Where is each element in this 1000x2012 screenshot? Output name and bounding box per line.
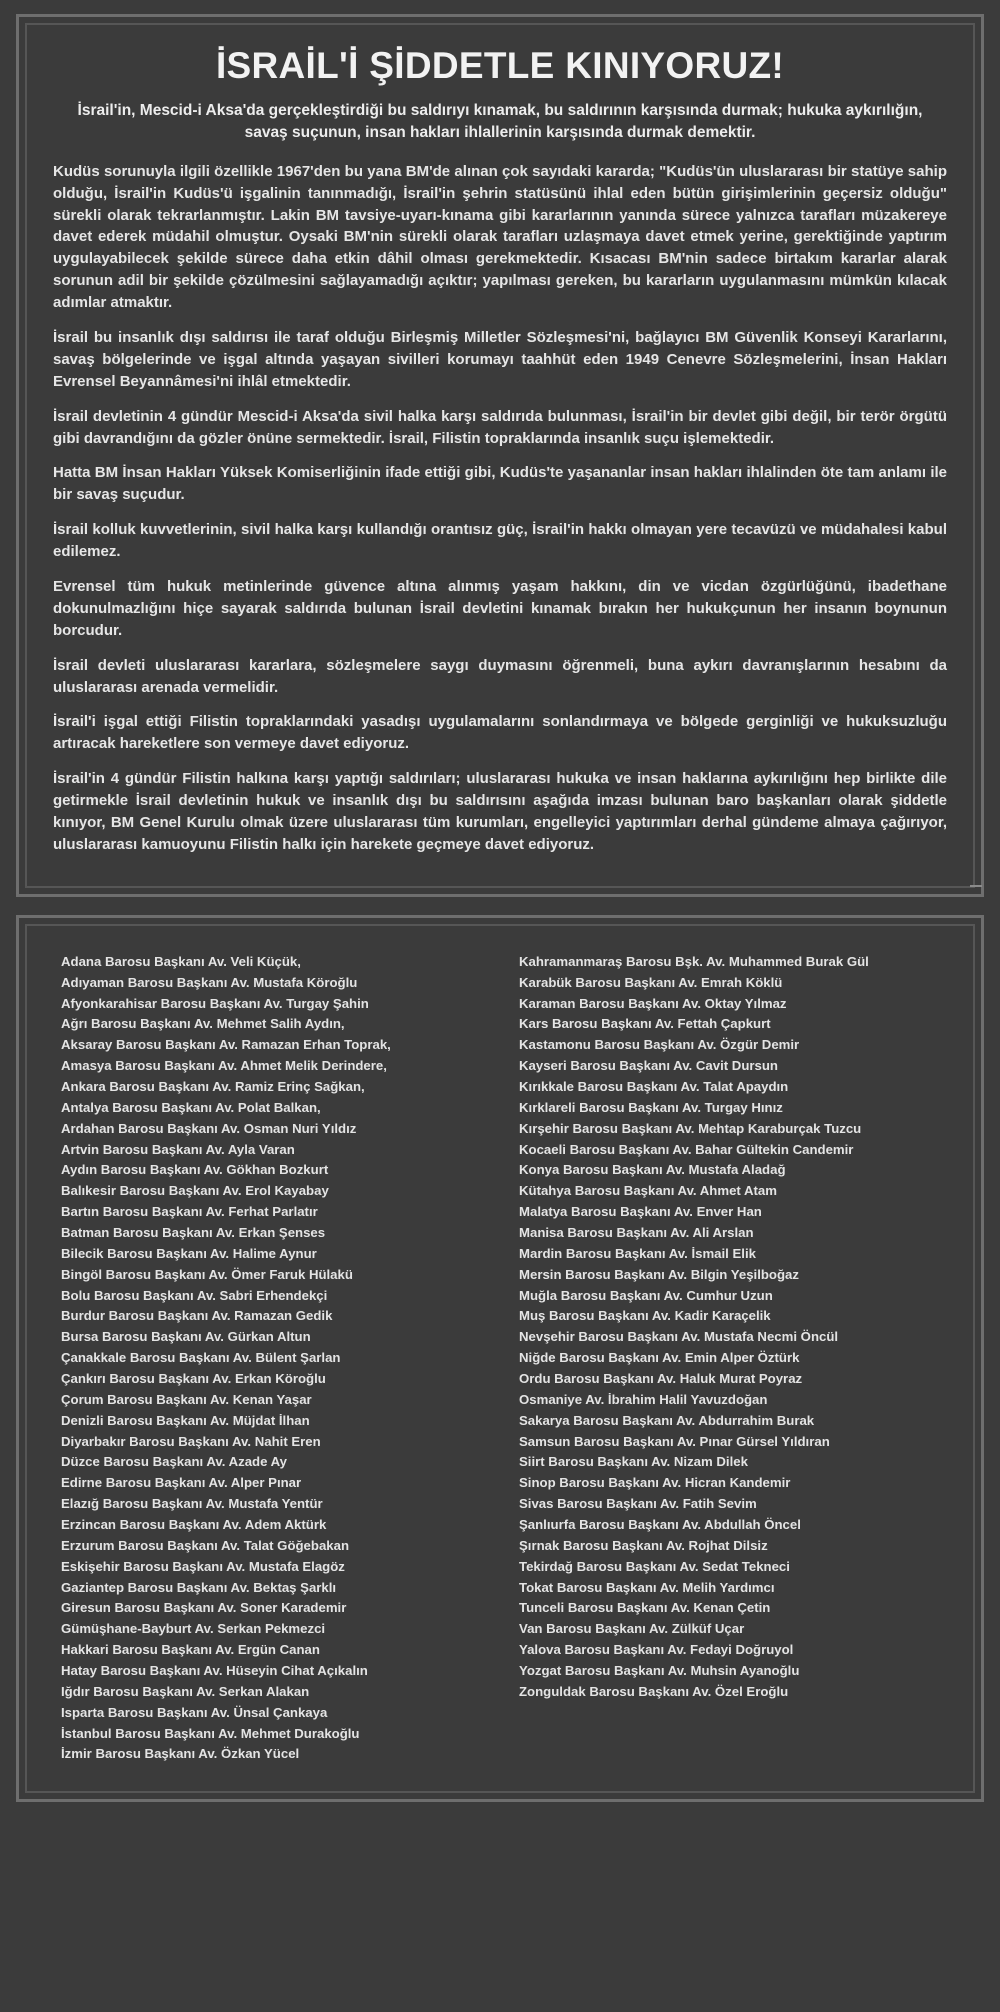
list-item: Ankara Barosu Başkanı Av. Ramiz Erinç Sağkan, (61, 1078, 365, 1094)
list-item: Mardin Barosu Başkanı Av. İsmail Elik (519, 1245, 756, 1261)
list-item: Kırşehir Barosu Başkanı Av. Mehtap Karaburçak Tuzcu (519, 1120, 862, 1136)
list-item: Çanakkale Barosu Başkanı Av. Bülent Şarlan (61, 1350, 341, 1366)
list-item: Malatya Barosu Başkanı Av. Enver Han (519, 1204, 762, 1220)
list-item: Iğdır Barosu Başkanı Av. Serkan Alakan (61, 1683, 310, 1699)
list-item: Ağrı Barosu Başkanı Av. Mehmet Salih Aydın, (61, 1016, 345, 1032)
list-item: İstanbul Barosu Başkanı Av. Mehmet Durakoğlu (61, 1725, 360, 1741)
list-item: Burdur Barosu Başkanı Av. Ramazan Gedik (61, 1308, 333, 1324)
list-item: Kayseri Barosu Başkanı Av. Cavit Dursun (519, 1058, 778, 1074)
list-item: Adıyaman Barosu Başkanı Av. Mustafa Köroğlu (61, 974, 358, 990)
list-item: Diyarbakır Barosu Başkanı Av. Nahit Eren (61, 1433, 321, 1449)
list-item: Bingöl Barosu Başkanı Av. Ömer Faruk Hülakü (61, 1266, 353, 1282)
list-item: Çankırı Barosu Başkanı Av. Erkan Köroğlu (61, 1371, 326, 1387)
list-item: Ardahan Barosu Başkanı Av. Osman Nuri Yıldız (61, 1120, 357, 1136)
statement-panel (16, 14, 984, 897)
list-item: Giresun Barosu Başkanı Av. Soner Karademir (61, 1600, 347, 1616)
list-item: Düzce Barosu Başkanı Av. Azade Ay (61, 1454, 287, 1470)
list-item: Bursa Barosu Başkanı Av. Gürkan Altun (61, 1329, 311, 1345)
signatories-columns (61, 952, 943, 1766)
list-item: Bolu Barosu Başkanı Av. Sabri Erhendekçi (61, 1287, 328, 1303)
list-item: Adana Barosu Başkanı Av. Veli Küçük, (61, 953, 301, 969)
list-item: İzmir Barosu Başkanı Av. Özkan Yücel (61, 1746, 300, 1762)
statement-paragraph: Kudüs sorunuyla ilgili özellikle 1967'den bu yana BM'de alınan çok sayıdaki kararda; "Kudüs'ün uluslararası bir statüye sahip olduğu, İsrail'in Kudüs'ü işgalinin tanınmadığı, İsrail'in şehrin statüsünü ihlal eden bütün girişimlerinin geçersiz olduğu" sürekli olarak tekrarlanmıştır. Lakin BM tavsiye-uyarı-kınama gibi kararlarının yanında sürece yalnızca tarafları müzakereye davet ederek müdahil olmuştur. Oysaki BM'nin sürekli olarak tarafları uzlaşmaya davet etmek yerine, gerektiğinde yaptırım uygulayabilecek şekilde sürece daha etkin dâhil olması gerekmektedir. Kısacası BM'nin sadece birtakım kararlar alarak sorunun adil bir şekilde çözülmesini sağlayamadığı açıktır; yapılması gereken, bu kararların uygulanmasını mümkün kılacak adımlar atmaktır. (53, 162, 947, 312)
list-item: Afyonkarahisar Barosu Başkanı Av. Turgay Şahin (61, 995, 369, 1011)
list-item: Batman Barosu Başkanı Av. Erkan Şenses (61, 1225, 326, 1240)
list-item: Manisa Barosu Başkanı Av. Ali Arslan (519, 1225, 754, 1240)
statement-panel-inner (25, 23, 975, 888)
list-item: Bartın Barosu Başkanı Av. Ferhat Parlatır (61, 1204, 318, 1220)
list-item: Van Barosu Başkanı Av. Zülküf Uçar (519, 1621, 745, 1637)
list-item: Edirne Barosu Başkanı Av. Alper Pınar (61, 1475, 302, 1491)
list-item: Kahramanmaraş Barosu Bşk. Av. Muhammed Burak Gül (519, 953, 869, 969)
list-item: Tunceli Barosu Başkanı Av. Kenan Çetin (519, 1600, 771, 1616)
list-item: Konya Barosu Başkanı Av. Mustafa Aladağ (519, 1162, 786, 1178)
statement-paragraph: İsrail bu insanlık dışı saldırısı ile taraf olduğu Birleşmiş Milletler Sözleşmesi'ni, bağlayıcı BM Güvenlik Konseyi Kararlarını, savaş bölgelerinde ve işgal altında yaşayan sivilleri korumayı taahhüt eden 1949 Cenevre Sözleşmelerini, İnsan Hakları Evrensel Beyannâmesi'ni ihlâl etmektedir. (53, 329, 947, 390)
list-item: Sakarya Barosu Başkanı Av. Abdurrahim Burak (519, 1412, 815, 1428)
list-item: Kars Barosu Başkanı Av. Fettah Çapkurt (519, 1016, 771, 1032)
list-item: Kastamonu Barosu Başkanı Av. Özgür Demir (519, 1037, 800, 1053)
list-item: Şırnak Barosu Başkanı Av. Rojhat Dilsiz (519, 1537, 768, 1553)
statement-paragraph: İsrail devletinin 4 gündür Mescid-i Aksa'da sivil halka karşı saldırıda bulunması, İsrail'in bir devlet gibi değil, bir terör örgütü gibi davrandığını da gözler önüne sermektedir. İsrail, Filistin topraklarında insanlık suçu işlemektedir. (53, 407, 947, 447)
list-item: Siirt Barosu Başkanı Av. Nizam Dilek (519, 1454, 748, 1470)
list-item: Elazığ Barosu Başkanı Av. Mustafa Yentür (61, 1496, 323, 1512)
signatories-panel-inner (25, 924, 975, 1794)
list-item: Muğla Barosu Başkanı Av. Cumhur Uzun (519, 1287, 773, 1303)
list-item: Aydın Barosu Başkanı Av. Gökhan Bozkurt (61, 1162, 329, 1178)
signatories-panel (16, 915, 984, 1803)
list-item: Isparta Barosu Başkanı Av. Ünsal Çankaya (61, 1704, 328, 1720)
signatories-column-left (61, 952, 485, 1766)
list-item: Çorum Barosu Başkanı Av. Kenan Yaşar (61, 1391, 312, 1407)
list-item: Ordu Barosu Başkanı Av. Haluk Murat Poyraz (519, 1371, 803, 1387)
list-item: Yalova Barosu Başkanı Av. Fedayi Doğruyol (519, 1642, 794, 1658)
list-item: Osmaniye Av. İbrahim Halil Yavuzdoğan (519, 1391, 768, 1407)
list-item: Karabük Barosu Başkanı Av. Emrah Köklü (519, 974, 783, 990)
list-item: Niğde Barosu Başkanı Av. Emin Alper Öztürk (519, 1350, 800, 1366)
list-item: Hatay Barosu Başkanı Av. Hüseyin Cihat Açıkalın (61, 1663, 368, 1679)
list-item: Aksaray Barosu Başkanı Av. Ramazan Erhan Toprak, (61, 1037, 391, 1053)
list-item: Samsun Barosu Başkanı Av. Pınar Gürsel Yıldıran (519, 1433, 830, 1449)
list-item: Kocaeli Barosu Başkanı Av. Bahar Gültekin Candemir (519, 1141, 854, 1157)
list-item: Sivas Barosu Başkanı Av. Fatih Sevim (519, 1496, 757, 1512)
list-item: Hakkari Barosu Başkanı Av. Ergün Canan (61, 1642, 320, 1658)
list-item: Şanlıurfa Barosu Başkanı Av. Abdullah Öncel (519, 1517, 801, 1533)
signatories-column-right (519, 952, 943, 1766)
list-item: Zonguldak Barosu Başkanı Av. Özel Eroğlu (519, 1683, 789, 1699)
list-item: Gaziantep Barosu Başkanı Av. Bektaş Şarklı (61, 1579, 337, 1595)
statement-paragraph: İsrail'in 4 gündür Filistin halkına karşı yaptığı saldırıları; uluslararası hukuka ve insan haklarına aykırılığını hep birlikte dile getirmekle İsrail devletinin hukuk ve insanlık dışı bu saldırısını aşağıda imzası bulunan baro başkanları olarak şiddetle kınıyor, BM Genel Kurulu olmak üzere uluslararası tüm kurumları, engelleyici yaptırımları derhal gündeme almaya çağırıyor, uluslararası kamuoyunu Filistin halkı için harekete geçmeye davet ediyoruz. (53, 770, 947, 853)
list-item: Sinop Barosu Başkanı Av. Hicran Kandemir (519, 1475, 791, 1491)
list-item: Mersin Barosu Başkanı Av. Bilgin Yeşilboğaz (519, 1266, 799, 1282)
statement-paragraph: Evrensel tüm hukuk metinlerinde güvence altına alınmış yaşam hakkını, din ve vicdan özgürlüğünü, ibadethane dokunulmazlığını hiçe sayarak saldırıda bulunan İsrail devletini kınamak bırakın her hukukçunun her insanın boynunun borcudur. (53, 578, 947, 639)
statement-paragraph: İsrail kolluk kuvvetlerinin, sivil halka karşı kullandığı orantısız güç, İsrail'in hakkı olmayan yere tecavüzü ve müdahalesi kabul edilemez. (53, 521, 947, 561)
statement-paragraph: Hatta BM İnsan Hakları Yüksek Komiserliğinin ifade ettiği gibi, Kudüs'te yaşananlar insan hakları ihlalinden öte tam anlamı ile bir savaş suçudur. (53, 464, 947, 504)
list-item: Antalya Barosu Başkanı Av. Polat Balkan, (61, 1099, 321, 1115)
list-item: Tokat Barosu Başkanı Av. Melih Yardımcı (519, 1579, 775, 1595)
list-item: Tekirdağ Barosu Başkanı Av. Sedat Tekneci (519, 1558, 790, 1574)
list-item: Kırıkkale Barosu Başkanı Av. Talat Apaydın (519, 1078, 789, 1094)
statement-paragraph: İsrail devleti uluslararası kararlara, sözleşmelere saygı duymasını öğrenmeli, buna aykırı davranışlarının hesabını da uluslararası arenada vermelidir. (53, 656, 947, 696)
statement-paragraph: İsrail'i işgal ettiği Filistin topraklarındaki yasadışı uygulamalarını sonlandırmaya ve bölgede gerginliği ve hukuksuzluğu artıracak hareketlere son vermeye davet ediyoruz. (53, 713, 947, 753)
list-item: Erzincan Barosu Başkanı Av. Adem Aktürk (61, 1517, 327, 1533)
list-item: Muş Barosu Başkanı Av. Kadir Karaçelik (519, 1308, 771, 1324)
list-item: Artvin Barosu Başkanı Av. Ayla Varan (61, 1141, 295, 1157)
panel-divider (16, 897, 984, 915)
list-item: Kırklareli Barosu Başkanı Av. Turgay Hınız (519, 1099, 783, 1115)
statement-lead: İsrail'in, Mescid-i Aksa'da gerçekleştirdiği bu saldırıyı kınamak, bu saldırının karşısında durmak; hukuka aykırılığın, savaş suçunun, insan hakları ihlallerinin karşısında durmak demektir. (77, 101, 923, 142)
list-item: Bilecik Barosu Başkanı Av. Halime Aynur (61, 1245, 317, 1261)
list-item: Eskişehir Barosu Başkanı Av. Mustafa Elagöz (61, 1558, 345, 1574)
list-item: Kütahya Barosu Başkanı Av. Ahmet Atam (519, 1183, 777, 1199)
list-item: Erzurum Barosu Başkanı Av. Talat Göğebakan (61, 1537, 350, 1553)
page-title: İSRAİL'İ ŞİDDETLE KINIYORUZ! (215, 45, 785, 86)
list-item: Gümüşhane-Bayburt Av. Serkan Pekmezci (61, 1621, 326, 1637)
list-item: Amasya Barosu Başkanı Av. Ahmet Melik Derindere, (61, 1058, 387, 1074)
list-item: Karaman Barosu Başkanı Av. Oktay Yılmaz (519, 995, 787, 1011)
list-item: Denizli Barosu Başkanı Av. Müjdat İlhan (61, 1412, 310, 1428)
list-item: Balıkesir Barosu Başkanı Av. Erol Kayabay (61, 1183, 329, 1199)
list-item: Nevşehir Barosu Başkanı Av. Mustafa Necmi Öncül (519, 1329, 839, 1345)
list-item: Yozgat Barosu Başkanı Av. Muhsin Ayanoğlu (519, 1663, 800, 1679)
